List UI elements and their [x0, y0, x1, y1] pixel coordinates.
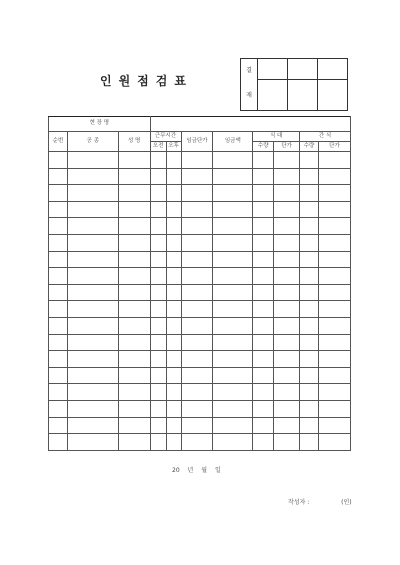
table-row [49, 367, 351, 384]
table-cell[interactable] [253, 301, 274, 318]
table-cell[interactable] [274, 201, 300, 218]
table-cell[interactable] [213, 434, 253, 451]
table-cell[interactable] [49, 284, 68, 301]
table-cell[interactable] [49, 317, 68, 334]
table-cell[interactable] [274, 268, 300, 285]
table-cell[interactable] [274, 434, 300, 451]
table-cell[interactable] [274, 400, 300, 417]
table-row [49, 201, 351, 218]
table-cell[interactable] [150, 400, 166, 417]
table-cell[interactable] [274, 251, 300, 268]
table-cell[interactable] [118, 400, 150, 417]
table-cell[interactable] [181, 218, 213, 235]
table-cell[interactable] [319, 168, 351, 185]
table-cell[interactable] [166, 367, 181, 384]
table-cell[interactable] [300, 334, 319, 351]
table-cell[interactable] [319, 301, 351, 318]
table-cell[interactable] [118, 152, 150, 169]
table-cell[interactable] [67, 301, 118, 318]
table-cell[interactable] [166, 384, 181, 401]
table-cell[interactable] [300, 268, 319, 285]
table-cell[interactable] [319, 367, 351, 384]
table-cell[interactable] [213, 234, 253, 251]
table-cell[interactable] [253, 434, 274, 451]
table-cell[interactable] [181, 284, 213, 301]
table-cell[interactable] [181, 152, 213, 169]
table-cell[interactable] [319, 351, 351, 368]
table-cell[interactable] [49, 301, 68, 318]
table-cell[interactable] [118, 201, 150, 218]
table-row [49, 268, 351, 285]
table-cell[interactable] [181, 367, 213, 384]
table-cell[interactable] [67, 351, 118, 368]
date-line: 20 년 월 일 [172, 467, 221, 474]
table-cell[interactable] [166, 417, 181, 434]
header-wage-unit: 임금단가 [181, 132, 213, 152]
table-row [49, 434, 351, 451]
table-cell[interactable] [274, 218, 300, 235]
table-cell[interactable] [118, 185, 150, 202]
table-cell[interactable] [181, 168, 213, 185]
table-cell[interactable] [300, 351, 319, 368]
table-cell[interactable] [253, 268, 274, 285]
table-cell[interactable] [166, 268, 181, 285]
table-cell[interactable] [274, 351, 300, 368]
table-cell[interactable] [253, 218, 274, 235]
table-cell[interactable] [213, 218, 253, 235]
table-cell[interactable] [213, 400, 253, 417]
seal-mark: (인) [341, 499, 352, 506]
header-meal-price: 단가 [274, 142, 300, 152]
table-row [49, 417, 351, 434]
table-cell[interactable] [67, 284, 118, 301]
table-row [49, 218, 351, 235]
table-cell[interactable] [67, 234, 118, 251]
table-cell[interactable] [49, 201, 68, 218]
table-row [49, 168, 351, 185]
approval-cell[interactable] [288, 59, 318, 80]
table-cell[interactable] [319, 251, 351, 268]
table-cell[interactable] [118, 367, 150, 384]
table-cell[interactable] [67, 417, 118, 434]
table-row [49, 185, 351, 202]
site-name-field[interactable] [150, 117, 350, 132]
table-cell[interactable] [166, 434, 181, 451]
header-meal: 식 대 [253, 132, 300, 142]
table-cell[interactable] [300, 434, 319, 451]
table-cell[interactable] [67, 218, 118, 235]
document-title: 인원점검표 [100, 74, 193, 88]
table-cell[interactable] [300, 367, 319, 384]
table-row [49, 251, 351, 268]
table-cell[interactable] [319, 417, 351, 434]
table-cell[interactable] [49, 351, 68, 368]
table-cell[interactable] [319, 384, 351, 401]
table-row [49, 284, 351, 301]
table-cell[interactable] [150, 384, 166, 401]
table-cell[interactable] [300, 284, 319, 301]
table-cell[interactable] [319, 268, 351, 285]
table-cell[interactable] [67, 268, 118, 285]
table-cell[interactable] [213, 301, 253, 318]
personnel-check-table [48, 116, 351, 451]
table-cell[interactable] [181, 351, 213, 368]
table-cell[interactable] [213, 251, 253, 268]
table-cell[interactable] [67, 168, 118, 185]
table-row [49, 301, 351, 318]
table-cell[interactable] [166, 201, 181, 218]
approval-box [240, 58, 348, 111]
table-cell[interactable] [300, 185, 319, 202]
table-cell[interactable] [253, 251, 274, 268]
table-cell[interactable] [67, 400, 118, 417]
table-cell[interactable] [150, 417, 166, 434]
table-cell[interactable] [150, 284, 166, 301]
table-cell[interactable] [67, 152, 118, 169]
table-cell[interactable] [274, 168, 300, 185]
table-cell[interactable] [49, 434, 68, 451]
table-cell[interactable] [150, 351, 166, 368]
table-cell[interactable] [49, 417, 68, 434]
table-cell[interactable] [150, 218, 166, 235]
table-cell[interactable] [274, 152, 300, 169]
table-cell[interactable] [300, 317, 319, 334]
table-cell[interactable] [213, 201, 253, 218]
table-cell[interactable] [253, 284, 274, 301]
table-cell[interactable] [300, 251, 319, 268]
table-row [49, 334, 351, 351]
table-cell[interactable] [274, 301, 300, 318]
table-cell[interactable] [300, 301, 319, 318]
table-cell[interactable] [150, 168, 166, 185]
table-cell[interactable] [300, 417, 319, 434]
approval-sign-cell[interactable] [288, 79, 318, 110]
table-cell[interactable] [166, 185, 181, 202]
table-cell[interactable] [181, 417, 213, 434]
table-cell[interactable] [150, 367, 166, 384]
table-cell[interactable] [166, 301, 181, 318]
table-cell[interactable] [213, 417, 253, 434]
table-cell[interactable] [67, 434, 118, 451]
table-cell[interactable] [166, 400, 181, 417]
header-snack: 간 식 [300, 132, 351, 142]
table-cell[interactable] [118, 284, 150, 301]
header-am: 오전 [150, 142, 166, 152]
table-cell[interactable] [150, 301, 166, 318]
approval-cell[interactable] [318, 59, 348, 80]
table-cell[interactable] [49, 185, 68, 202]
table-cell[interactable] [118, 334, 150, 351]
table-cell[interactable] [319, 218, 351, 235]
table-cell[interactable] [118, 268, 150, 285]
table-cell[interactable] [253, 152, 274, 169]
table-cell[interactable] [181, 317, 213, 334]
header-pm: 오후 [166, 142, 181, 152]
table-cell[interactable] [166, 218, 181, 235]
table-cell[interactable] [166, 152, 181, 169]
table-cell[interactable] [274, 185, 300, 202]
table-cell[interactable] [49, 384, 68, 401]
table-cell[interactable] [181, 251, 213, 268]
table-cell[interactable] [118, 168, 150, 185]
header-no: 순번 [49, 132, 68, 152]
writer-line [288, 497, 352, 506]
table-cell[interactable] [150, 234, 166, 251]
table-cell[interactable] [213, 152, 253, 169]
table-cell[interactable] [181, 268, 213, 285]
table-cell[interactable] [181, 434, 213, 451]
table-cell[interactable] [181, 334, 213, 351]
table-cell[interactable] [319, 185, 351, 202]
table-cell[interactable] [150, 317, 166, 334]
approval-sign-cell[interactable] [258, 79, 288, 110]
header-wage-total: 임금액 [213, 132, 253, 152]
table-cell[interactable] [150, 201, 166, 218]
table-cell[interactable] [319, 434, 351, 451]
table-cell[interactable] [150, 251, 166, 268]
table-cell[interactable] [213, 334, 253, 351]
table-cell[interactable] [319, 284, 351, 301]
writer-label: 작성자 : [288, 499, 310, 506]
table-cell[interactable] [274, 384, 300, 401]
table-cell[interactable] [166, 168, 181, 185]
table-cell[interactable] [181, 400, 213, 417]
header-work-hours: 근무시간 [150, 132, 181, 142]
table-cell[interactable] [67, 251, 118, 268]
header-name: 성 명 [118, 132, 150, 152]
table-cell[interactable] [300, 400, 319, 417]
table-cell[interactable] [49, 168, 68, 185]
approval-label-top: 결 [241, 59, 258, 80]
table-cell[interactable] [274, 284, 300, 301]
table-cell[interactable] [319, 201, 351, 218]
table-cell[interactable] [213, 168, 253, 185]
table-cell[interactable] [213, 317, 253, 334]
table-cell[interactable] [181, 234, 213, 251]
table-cell[interactable] [181, 185, 213, 202]
table-row [49, 384, 351, 401]
table-cell[interactable] [118, 234, 150, 251]
table-cell[interactable] [213, 384, 253, 401]
table-cell[interactable] [118, 317, 150, 334]
table-cell[interactable] [274, 334, 300, 351]
table-cell[interactable] [213, 367, 253, 384]
table-cell[interactable] [253, 168, 274, 185]
table-row [49, 317, 351, 334]
site-name-label: 현 장 명 [49, 117, 151, 132]
table-cell[interactable] [181, 201, 213, 218]
table-cell[interactable] [166, 251, 181, 268]
table-cell[interactable] [49, 234, 68, 251]
table-cell[interactable] [166, 334, 181, 351]
table-cell[interactable] [253, 417, 274, 434]
table-cell[interactable] [300, 234, 319, 251]
table-cell[interactable] [67, 334, 118, 351]
approval-cell[interactable] [258, 59, 288, 80]
table-cell[interactable] [49, 268, 68, 285]
table-cell[interactable] [67, 201, 118, 218]
table-cell[interactable] [300, 168, 319, 185]
table-cell[interactable] [49, 367, 68, 384]
header-trade: 공 종 [67, 132, 118, 152]
table-cell[interactable] [274, 367, 300, 384]
table-cell[interactable] [319, 152, 351, 169]
header-snack-qty: 수량 [300, 142, 319, 152]
table-cell[interactable] [319, 234, 351, 251]
table-cell[interactable] [150, 434, 166, 451]
table-cell[interactable] [150, 268, 166, 285]
table-cell[interactable] [118, 301, 150, 318]
table-cell[interactable] [118, 218, 150, 235]
table-cell[interactable] [166, 284, 181, 301]
table-cell[interactable] [253, 334, 274, 351]
table-cell[interactable] [300, 384, 319, 401]
table-cell[interactable] [274, 234, 300, 251]
table-cell[interactable] [166, 234, 181, 251]
table-cell[interactable] [49, 334, 68, 351]
table-cell[interactable] [67, 185, 118, 202]
table-cell[interactable] [213, 185, 253, 202]
table-cell[interactable] [300, 152, 319, 169]
table-row [49, 234, 351, 251]
table-cell[interactable] [274, 417, 300, 434]
table-cell[interactable] [213, 351, 253, 368]
table-cell[interactable] [166, 317, 181, 334]
table-cell[interactable] [253, 317, 274, 334]
table-cell[interactable] [213, 284, 253, 301]
table-cell[interactable] [181, 384, 213, 401]
table-row [49, 351, 351, 368]
table-cell[interactable] [49, 152, 68, 169]
table-cell[interactable] [300, 201, 319, 218]
table-cell[interactable] [118, 251, 150, 268]
table-cell[interactable] [253, 185, 274, 202]
approval-label-bottom: 재 [241, 79, 258, 110]
table-cell[interactable] [274, 317, 300, 334]
table-cell[interactable] [150, 334, 166, 351]
table-row [49, 400, 351, 417]
table-cell[interactable] [67, 384, 118, 401]
header-meal-qty: 수량 [253, 142, 274, 152]
approval-sign-cell[interactable] [318, 79, 348, 110]
table-cell[interactable] [118, 417, 150, 434]
table-cell[interactable] [49, 218, 68, 235]
table-cell[interactable] [166, 351, 181, 368]
table-cell[interactable] [319, 400, 351, 417]
table-cell[interactable] [67, 317, 118, 334]
table-cell[interactable] [118, 351, 150, 368]
table-cell[interactable] [150, 152, 166, 169]
header-snack-price: 단가 [319, 142, 351, 152]
table-cell[interactable] [253, 367, 274, 384]
table-cell[interactable] [67, 367, 118, 384]
table-cell[interactable] [213, 268, 253, 285]
table-cell[interactable] [319, 334, 351, 351]
table-cell[interactable] [253, 384, 274, 401]
table-cell[interactable] [253, 234, 274, 251]
table-cell[interactable] [253, 351, 274, 368]
table-cell[interactable] [118, 384, 150, 401]
table-cell[interactable] [253, 400, 274, 417]
table-cell[interactable] [150, 185, 166, 202]
table-cell[interactable] [319, 317, 351, 334]
table-cell[interactable] [49, 251, 68, 268]
table-cell[interactable] [118, 434, 150, 451]
table-cell[interactable] [253, 201, 274, 218]
table-cell[interactable] [181, 301, 213, 318]
table-row [49, 152, 351, 169]
table-cell[interactable] [49, 400, 68, 417]
table-cell[interactable] [300, 218, 319, 235]
